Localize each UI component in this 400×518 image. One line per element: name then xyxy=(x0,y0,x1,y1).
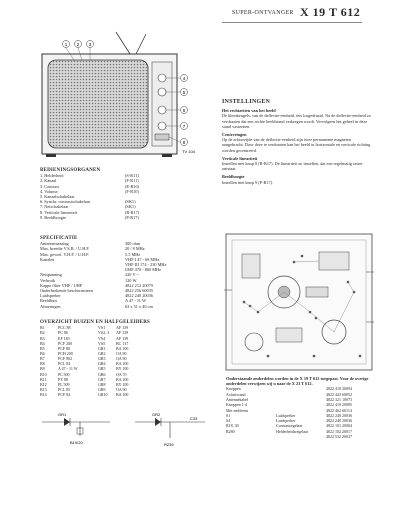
parts-row xyxy=(226,434,376,439)
spec-key: Afmetingen xyxy=(40,303,61,309)
callout-6 xyxy=(181,107,188,114)
tube-cell: BY 100 xyxy=(116,381,129,387)
parts-cell: Luidspreker xyxy=(276,412,296,418)
tube-cell: GR4 xyxy=(98,361,106,367)
settings-heading: Het rechtzetten van het beeld xyxy=(222,108,276,114)
controls-section xyxy=(40,168,200,220)
parts-cell: Knoppen 1-4 xyxy=(226,402,247,408)
tube-cell: EF 183 xyxy=(58,335,70,341)
control-ref: (F-R10) xyxy=(125,188,139,194)
tube-cell: B10 xyxy=(40,371,47,377)
parts-cell: 4822 102 20017 xyxy=(326,428,352,434)
spec-list xyxy=(40,241,200,309)
spec-key: Max. breedte V.S.B. / U.H.F. xyxy=(40,246,90,252)
tube-cell: GR2 xyxy=(98,350,106,356)
settings-body: Op de achterzijde van de deflectie-eenheid zijn twee permanente magneten aangebracht. Door deze te verdraaien kan het beeld in horizontale en verticale richting worden gecentreerd. xyxy=(222,137,371,153)
parts-cell: Helderheidsregelaar xyxy=(276,428,309,434)
tube-cell: A 47 - 11 W xyxy=(58,366,78,372)
parts-cell: 4822 410 20085 xyxy=(326,402,352,408)
control-item xyxy=(40,215,200,220)
tube-cell: PCL 85 xyxy=(58,387,71,393)
spec-value: 120 W xyxy=(125,277,137,283)
tube-cell: B6 xyxy=(40,350,45,356)
parts-table xyxy=(226,386,376,439)
tube-cell: VS4 xyxy=(98,335,106,341)
spec-key: Luidspreker xyxy=(40,293,61,299)
settings-section xyxy=(222,100,372,185)
parts-cell: 4822 532 20037 xyxy=(326,434,352,440)
document-subtitle: SUPER-ONTVANGER xyxy=(232,10,294,16)
schematic-label-left-top: GR1 xyxy=(58,412,67,417)
parts-cell: 4822 240 20036 xyxy=(326,418,352,424)
chassis-layout-drawing xyxy=(224,232,374,372)
spec-key: Verbruik xyxy=(40,277,56,283)
parts-cell xyxy=(276,434,326,439)
tube-cell: OA 90 xyxy=(116,356,127,362)
control-label: 6. Synchr. contrastschakelaar xyxy=(40,199,91,205)
tube-cell: BA 100 xyxy=(116,392,129,398)
parts-cell: S4 xyxy=(226,418,231,424)
model-number: X 19 T 612 xyxy=(300,5,361,19)
spec-key: Onderbrekende beschermsteen xyxy=(40,288,93,294)
control-ref: (P-R17) xyxy=(125,214,139,220)
settings-heading: Centreringen xyxy=(222,132,247,138)
callout-5 xyxy=(181,89,188,96)
settings-blocks xyxy=(222,108,372,185)
tubes-title: OVERZICHT BUIZEN EN HALFGELEIDERS xyxy=(40,320,151,325)
parts-cell xyxy=(226,434,276,439)
tubes-section xyxy=(40,320,215,397)
parts-cell: 4822 443 60052 xyxy=(326,391,352,397)
diode-schematic xyxy=(40,408,220,450)
svg-text:2: 2 xyxy=(76,42,80,47)
callout-1 xyxy=(63,41,70,48)
tube-cell: PL 500 xyxy=(58,371,70,377)
tube-cell: B12 xyxy=(40,381,47,387)
schematic-label-right-top: GR2 xyxy=(152,412,161,417)
svg-text:3: 3 xyxy=(88,42,92,47)
schematic-label-right-bottom: R239 xyxy=(164,442,174,447)
tube-cell: OA 70 xyxy=(116,371,127,377)
tube-cell: BC 137 xyxy=(116,340,129,346)
spec-value: 220 V ~ xyxy=(125,272,139,278)
tube-cell: AF 139 xyxy=(116,335,129,341)
parts-cell: Antennekabel xyxy=(226,397,249,402)
tube-cell: GR8 xyxy=(98,381,106,387)
schematic-label-left-bottom: B10/20 xyxy=(70,440,83,445)
controls-title: BEDIENINGSORGANEN xyxy=(40,168,101,173)
tube-cell: PY 88 xyxy=(58,376,68,382)
tube-cell: BA 100 xyxy=(116,345,129,351)
spec-value: UHF 470 - 860 MHz xyxy=(125,267,162,273)
tube-cell: BY 100 xyxy=(116,366,129,372)
tube-cell: B5 xyxy=(40,345,45,351)
control-label: 7. Netschakelaar xyxy=(40,204,69,210)
tube-cell: VS5 xyxy=(98,340,106,346)
settings-body: De klembeugels, van de deflectie-eenheid, iets losgedraaid. Na de deflectie-eenheid zo verdraaien dat een rechte beeldstand verkregen wordt. Vervolgens het geheel in deze stand vastzetten. xyxy=(222,113,372,129)
spec-section xyxy=(40,236,200,309)
tube-cell: PCF 80 xyxy=(58,345,71,351)
parts-cell: Met embleem xyxy=(226,407,249,413)
settings-body: Instellen met knop 9 (P-R17). xyxy=(222,179,274,185)
svg-text:8: 8 xyxy=(182,140,186,145)
settings-body: Instellen met knop 8 (R-R17). De lineariteit zo instellen, dat een regelmatig raster ontstaat. xyxy=(222,161,363,172)
tube-cell: B7 xyxy=(40,356,45,362)
parts-cell: 4822 101 20004 xyxy=(326,423,352,429)
tube-cell: B8 xyxy=(40,361,45,367)
control-label: 3. Contrast xyxy=(40,183,59,189)
tube-cell: GR3 xyxy=(98,356,106,362)
spec-key: Kanalen xyxy=(40,256,55,262)
svg-text:5: 5 xyxy=(182,90,186,95)
control-ref: (E-R10) xyxy=(125,183,140,189)
tube-cell: VS1 xyxy=(98,325,106,331)
figure-side-label: TV 104 xyxy=(182,149,195,154)
svg-text:6: 6 xyxy=(182,108,186,113)
tv-front-drawing xyxy=(34,30,204,160)
control-label: 5. Kanaalschakelaar xyxy=(40,194,75,200)
tube-cell: AF 139 xyxy=(116,325,129,331)
control-label: 8. Verticale lineariteit xyxy=(40,209,78,215)
callout-7 xyxy=(181,123,188,130)
tube-cell: B1 xyxy=(40,325,45,331)
tube-cell: PL 509 xyxy=(58,381,70,387)
tube-cell: GR6 xyxy=(98,371,106,377)
spec-value: 20 / 8 MHz xyxy=(125,246,145,252)
tube-cell: B2 xyxy=(40,330,45,336)
callout-3 xyxy=(87,41,94,48)
tube-cell: BA 100 xyxy=(116,361,129,367)
spec-value: VHF III 174 - 230 MHz xyxy=(125,262,167,268)
spec-key: Max. gevoel. V.H.F. / U.H.F. xyxy=(40,251,90,257)
parts-cell: 4822 240 20036 xyxy=(326,412,352,418)
tube-cell: GR1 xyxy=(98,345,106,351)
tube-cell: PCF 200 xyxy=(58,340,73,346)
callout-8 xyxy=(181,139,188,146)
spec-key: Netspanning xyxy=(40,272,62,278)
parts-cell: Knoppen xyxy=(226,386,241,392)
tube-cell: B14 xyxy=(40,392,47,398)
parts-cell: S1 xyxy=(226,412,231,418)
tube-cell: B4 xyxy=(40,340,45,346)
callout-2 xyxy=(75,41,82,48)
tube-cell: B9 xyxy=(40,366,45,372)
tube-cell: PCH 200 xyxy=(58,350,73,356)
tube-cell: OA 90 xyxy=(116,387,127,393)
tube-cell: GR5 xyxy=(98,366,106,372)
parts-cell: 4822 410 20094 xyxy=(326,386,352,392)
spec-value: 300 ohm xyxy=(125,241,141,247)
settings-heading: Verticale lineariteit xyxy=(222,155,258,161)
control-label: 1. Helderheid xyxy=(40,173,64,179)
control-label: 4. Volume xyxy=(40,188,58,194)
svg-text:1: 1 xyxy=(64,42,68,47)
control-label: 2. Kanaal xyxy=(40,178,57,184)
callout-4 xyxy=(181,75,188,82)
header-divider xyxy=(222,22,362,23)
tube-cell: AF 139 xyxy=(116,330,129,336)
svg-text:4: 4 xyxy=(182,76,186,81)
tube-cell: PC 86 xyxy=(58,330,68,336)
svg-text:7: 7 xyxy=(182,124,186,129)
tube-cell: BA 100 xyxy=(116,376,129,382)
tube-cell: PCL 84 xyxy=(58,361,71,367)
parts-cell: Achterwand xyxy=(226,391,246,397)
spec-key: Beeldbuis xyxy=(40,298,58,304)
tube-cell: PCF 802 xyxy=(58,356,73,362)
parts-cell: R18, 30 xyxy=(226,423,239,429)
spec-value: 4822 240 20036 xyxy=(125,293,153,299)
parts-intro: Onderstaande onderdelen worden in de X 19 T 612 toegepast. Voor de overige onderdelen verwijzen wij u naar de X 23 T 612. xyxy=(226,376,369,387)
spec-value: 5,5 MHz xyxy=(125,251,141,257)
tube-cell: VS2, 3 xyxy=(98,330,110,336)
control-label: 9. Beeldhoogte xyxy=(40,214,67,220)
spec-key: Antennetaanslag xyxy=(40,241,69,247)
tube-cell: GR10 xyxy=(98,392,108,398)
tube-cell: PCF 84 xyxy=(58,392,71,398)
tube-cell: B13 xyxy=(40,387,47,393)
spec-value: 63 x 51 x 40 cm xyxy=(125,303,153,309)
spec-row xyxy=(40,304,200,309)
parts-cell: Contrastregelaar xyxy=(276,423,303,429)
control-ref: (R-R17) xyxy=(125,209,140,215)
parts-cell: R280 xyxy=(226,428,235,434)
schematic-label-right-mid: C33 xyxy=(190,416,198,421)
tubes-table xyxy=(40,325,215,397)
parts-cell: Luidspreker xyxy=(276,418,296,424)
controls-list xyxy=(40,173,200,220)
spec-value: 4822 212 20079 xyxy=(125,282,153,288)
parts-section xyxy=(226,376,376,439)
spec-value: 4822 256 60035 xyxy=(125,288,153,294)
tube-row xyxy=(40,392,215,397)
spec-key: Kappa filter VHF / UHF xyxy=(40,282,83,288)
control-ref: (SK1) xyxy=(125,199,136,205)
tube-cell: GR9 xyxy=(98,387,106,393)
settings-title: INSTELLINGEN xyxy=(222,99,271,105)
control-ref: (S-R11) xyxy=(125,173,139,179)
parts-cell: 4822 462 60114 xyxy=(326,407,352,413)
spec-value: VHF I 47 - 68 MHz xyxy=(125,256,160,262)
control-ref: (F-R11) xyxy=(125,178,139,184)
settings-heading: Beeldhoogte xyxy=(222,174,245,180)
tube-cell: B11 xyxy=(40,376,47,382)
tube-cell: B3 xyxy=(40,335,45,341)
parts-cell: 4822 321 10073 xyxy=(326,397,352,402)
spec-title: SPECIFICATIE xyxy=(40,236,78,241)
tube-cell: GR7 xyxy=(98,376,106,382)
control-ref: (SK1) xyxy=(125,204,136,210)
tube-cell: OA 90 xyxy=(116,350,127,356)
tube-cell: PCC 88 xyxy=(58,325,71,331)
spec-value: A 47 - 11 W xyxy=(125,298,147,304)
